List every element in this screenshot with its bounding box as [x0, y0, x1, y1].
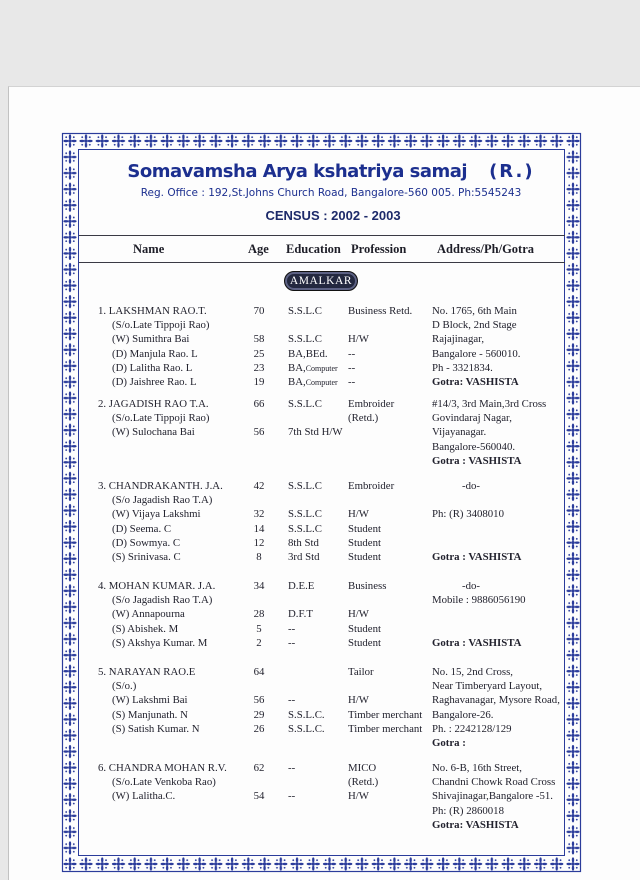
member-gotra: Gotra: VASHISTA — [432, 818, 519, 831]
organisation-name: Somavamsha Arya kshatriya samaj — [127, 161, 468, 182]
member-name: (S) Satish Kumar. N — [112, 722, 200, 735]
member-profession: (Retd.) — [348, 776, 379, 789]
head-of-family-line — [0, 304, 640, 318]
member-address: Rajajinagar, — [432, 333, 485, 346]
member-name: (S/o.Late Tippoji Rao) — [112, 412, 210, 425]
head-of-family-line — [0, 579, 640, 593]
member-address: Mobile : 9886056190 — [432, 594, 526, 607]
member-name: (W) Vijaya Lakshmi — [112, 508, 201, 521]
member-age: 28 — [253, 608, 265, 621]
member-line — [0, 550, 640, 564]
member-address: Near Timberyard Layout, — [432, 680, 543, 693]
member-profession: H/W — [348, 694, 369, 707]
member-gotra: Gotra : VASHISTA — [432, 454, 522, 467]
member-line — [0, 522, 640, 536]
member-age: 5 — [256, 622, 262, 635]
member-profession: Timber merchant — [348, 708, 423, 721]
member-age: 23 — [253, 361, 265, 374]
member-address: Shivajinagar,Bangalore -51. — [432, 790, 553, 803]
member-education: 8th Std — [288, 536, 319, 549]
census-title: CENSUS : 2002 - 2003 — [265, 208, 401, 223]
member-education: -- — [288, 622, 296, 635]
member-age: 64 — [253, 666, 265, 678]
family-entry — [0, 761, 640, 832]
member-education: S.S.L.C. — [288, 708, 325, 721]
address-ditto: -do- — [462, 580, 480, 592]
member-line — [0, 454, 640, 468]
member-education — [288, 361, 338, 376]
member-profession: Student — [348, 536, 381, 549]
member-line — [0, 318, 640, 332]
member-age: 26 — [253, 722, 265, 735]
member-profession: Embroider — [348, 398, 395, 410]
family-entry — [0, 479, 640, 564]
member-age: 70 — [253, 305, 265, 317]
member-profession: Timber merchant — [348, 722, 423, 735]
member-profession: -- — [348, 347, 356, 360]
member-age: 54 — [253, 790, 265, 803]
member-address: Bangalore-26. — [432, 708, 494, 721]
member-address: D Block, 2nd Stage — [432, 319, 517, 332]
head-of-family-line — [0, 665, 640, 679]
member-address: Vijayanagar. — [432, 426, 487, 439]
member-gotra: Gotra : — [432, 736, 466, 749]
member-profession: -- — [348, 361, 356, 374]
member-age: 56 — [253, 694, 265, 707]
member-line — [0, 708, 640, 722]
member-profession: H/W — [348, 608, 369, 621]
member-name: (S) Akshya Kumar. M — [112, 636, 208, 649]
member-education: D.E.E — [288, 580, 315, 592]
member-address: Govindaraj Nagar, — [432, 412, 512, 425]
member-profession: H/W — [348, 790, 369, 803]
member-line — [0, 693, 640, 707]
member-education: D.F.T — [288, 608, 313, 621]
member-line — [0, 775, 640, 789]
family-entry — [0, 304, 640, 389]
member-education: S.S.L.C — [288, 333, 322, 346]
member-age: 2 — [256, 636, 262, 649]
member-address: No. 6-B, 16th Street, — [432, 762, 522, 774]
education-degree: BA, — [288, 375, 306, 388]
member-age: 29 — [253, 708, 265, 721]
member-profession: Business — [348, 580, 387, 592]
member-education: 7th Std H/W — [288, 426, 343, 439]
member-name: 4. MOHAN KUMAR. J.A. — [98, 580, 216, 592]
member-address: No. 1765, 6th Main — [432, 305, 517, 317]
family-entry — [0, 579, 640, 650]
member-profession: Student — [348, 522, 381, 535]
member-profession: H/W — [348, 333, 369, 346]
member-profession: -- — [348, 375, 356, 388]
member-education: S.S.L.C. — [288, 722, 325, 735]
member-profession: MICO — [348, 762, 377, 774]
registration-mark: (R.) — [489, 161, 535, 182]
education-degree: BA, — [288, 361, 306, 374]
member-education: -- — [288, 790, 296, 803]
member-address: Ph - 3321834. — [432, 361, 493, 374]
member-gotra: Gotra : VASHISTA — [432, 636, 522, 649]
member-profession: Student — [348, 622, 381, 635]
member-education: S.S.L.C — [288, 480, 322, 492]
member-age: 56 — [253, 426, 265, 439]
member-line — [0, 818, 640, 832]
member-address: Bangalore - 560010. — [432, 347, 521, 360]
member-line — [0, 493, 640, 507]
member-age: 58 — [253, 333, 265, 346]
member-age: 19 — [253, 375, 265, 388]
header-age: Age — [248, 242, 269, 256]
header-education: Education — [286, 242, 341, 256]
member-line — [0, 411, 640, 425]
head-of-family-line — [0, 479, 640, 493]
section-badge: AMALKAR — [284, 271, 358, 291]
header-profession: Profession — [351, 242, 407, 256]
header-name: Name — [133, 242, 165, 256]
member-address: Raghavanagar, Mysore Road, — [432, 694, 560, 707]
address-ditto: -do- — [462, 480, 480, 492]
member-education: S.S.L.C — [288, 522, 322, 535]
member-address: Ph. : 2242128/129 — [432, 722, 512, 735]
member-line — [0, 536, 640, 550]
member-name: (W) Sumithra Bai — [112, 333, 190, 346]
member-age: 42 — [253, 480, 265, 492]
member-name: (D) Seema. C — [112, 522, 172, 535]
member-name: (D) Sowmya. C — [112, 536, 181, 549]
member-line — [0, 347, 640, 361]
member-line — [0, 440, 640, 454]
member-education: 3rd Std — [288, 550, 320, 563]
member-education: -- — [288, 694, 296, 707]
head-of-family-line — [0, 761, 640, 775]
member-address: Chandni Chowk Road Cross — [432, 776, 556, 789]
member-education: S.S.L.C — [288, 305, 322, 317]
member-age: 25 — [253, 347, 265, 360]
member-line — [0, 736, 640, 750]
education-subject: Computer — [305, 363, 338, 373]
member-education: BA,BEd. — [288, 347, 328, 360]
member-line — [0, 622, 640, 636]
member-name: (S) Abishek. M — [112, 622, 179, 635]
member-age: 34 — [253, 580, 265, 592]
member-line — [0, 425, 640, 439]
member-gotra: Gotra: VASHISTA — [432, 375, 519, 388]
member-line — [0, 679, 640, 693]
member-address: Ph: (R) 3408010 — [432, 508, 504, 521]
member-gotra: Gotra : VASHISTA — [432, 550, 522, 563]
member-age: 32 — [253, 508, 265, 521]
header-address: Address/Ph/Gotra — [437, 242, 534, 256]
member-age: 8 — [256, 550, 262, 563]
member-name: (D) Jaishree Rao. L — [112, 375, 197, 388]
member-age: 14 — [253, 522, 265, 535]
member-line — [0, 722, 640, 736]
member-address: No. 15, 2nd Cross, — [432, 666, 513, 678]
member-name: (S/o.) — [112, 680, 137, 693]
member-name: (S) Manjunath. N — [112, 708, 188, 721]
member-name: (W) Lalitha.C. — [112, 790, 176, 803]
member-line — [0, 507, 640, 521]
member-profession: Business Retd. — [348, 305, 413, 317]
member-name: 1. LAKSHMAN RAO.T. — [98, 305, 207, 317]
registered-office-line: Reg. Office : 192,St.Johns Church Road, Bangalore-560 005. Ph:5545243 — [140, 187, 522, 199]
member-profession: Student — [348, 550, 381, 563]
member-line — [0, 804, 640, 818]
member-line — [0, 375, 640, 389]
member-line — [0, 593, 640, 607]
member-education: -- — [288, 636, 296, 649]
member-profession: Student — [348, 636, 381, 649]
member-age: 12 — [253, 536, 265, 549]
family-entry — [0, 665, 640, 750]
member-age: 66 — [253, 398, 265, 410]
education-subject: Computer — [305, 377, 338, 387]
member-education: S.S.L.C — [288, 398, 322, 410]
member-line — [0, 636, 640, 650]
member-profession: H/W — [348, 508, 369, 521]
member-line — [0, 332, 640, 346]
member-name: 3. CHANDRAKANTH. J.A. — [98, 480, 223, 492]
member-education: S.S.L.C — [288, 508, 322, 521]
member-name: (D) Manjula Rao. L — [112, 347, 198, 360]
member-address: #14/3, 3rd Main,3rd Cross — [432, 398, 547, 410]
member-name: 5. NARAYAN RAO.E — [98, 666, 196, 678]
family-entry — [0, 397, 640, 468]
member-education: -- — [288, 762, 296, 774]
member-name: 2. JAGADISH RAO T.A. — [98, 398, 209, 410]
member-name: (S) Srinivasa. C — [112, 550, 181, 563]
member-name: (S/o.Late Venkoba Rao) — [112, 776, 216, 789]
member-name: (S/o Jagadish Rao T.A) — [112, 594, 213, 607]
member-profession: (Retd.) — [348, 412, 379, 425]
member-name: (W) Lakshmi Bai — [112, 694, 188, 707]
member-education — [288, 375, 338, 390]
member-name: (D) Lalitha Rao. L — [112, 361, 193, 374]
member-line — [0, 789, 640, 803]
member-address: Bangalore-560040. — [432, 440, 516, 453]
member-address: Ph: (R) 2860018 — [432, 804, 504, 817]
member-name: (W) Sulochana Bai — [112, 426, 195, 439]
member-name: (S/o.Late Tippoji Rao) — [112, 319, 210, 332]
member-age: 62 — [253, 762, 265, 774]
member-line — [0, 361, 640, 375]
member-profession: Tailor — [348, 666, 374, 678]
member-line — [0, 607, 640, 621]
member-profession: Embroider — [348, 480, 395, 492]
member-name: (W) Annapourna — [112, 608, 185, 621]
member-name: (S/o Jagadish Rao T.A) — [112, 494, 213, 507]
member-name: 6. CHANDRA MOHAN R.V. — [98, 762, 227, 774]
head-of-family-line — [0, 397, 640, 411]
